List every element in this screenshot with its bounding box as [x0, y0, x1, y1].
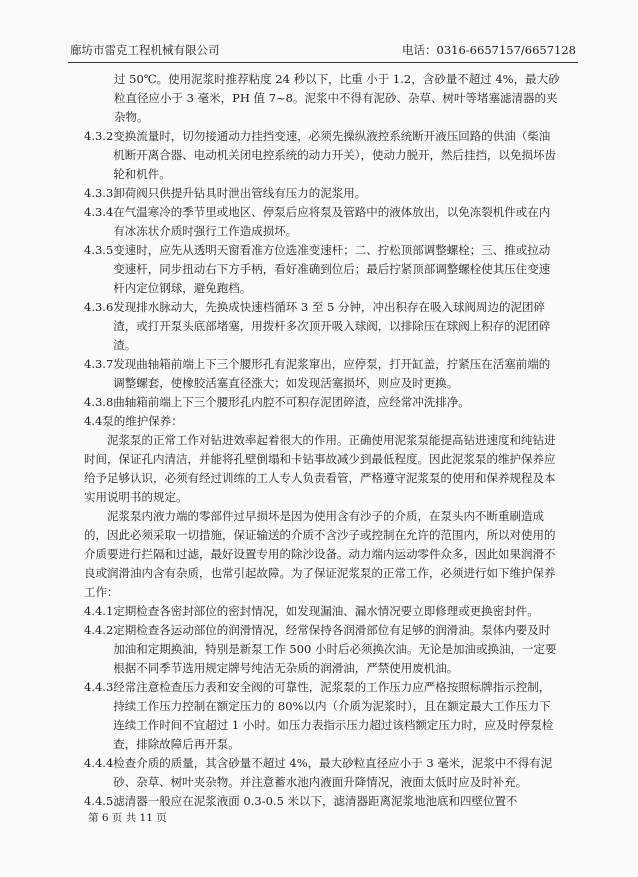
- maintenance-item: [84, 621, 560, 678]
- company-name: 廊坊市雷克工程机械有限公司: [70, 43, 220, 57]
- document-body: [84, 70, 560, 811]
- item-text: 检查介质的质量，其含砂量不超过 4%，最大砂粒直径应小于 3 毫米，泥浆中不得有泥砂、杂草、树叶夹杂物。并注意蓄水池内液面升降情况，液面太低时应及时补充。: [113, 756, 553, 789]
- clause-item: [84, 127, 560, 184]
- item-number: 4.4.2: [84, 623, 114, 637]
- item-text: 变速时，应先从透明天窗看准方位选准变速杆；二、拧松顶部调整螺栓；三、推或拉动变速杆，同步扭动右下方手柄，看好准确到位后；最后拧紧顶部调整螺栓使其压住变速杆内定位钢球，避免跑档。: [113, 243, 551, 295]
- section-4-4-list: [84, 602, 560, 811]
- item-text: 定期检查各密封部位的密封情况，如发现漏油、漏水情况要立即修理或更换密封件。: [113, 604, 539, 618]
- phone-number: 电话：0316-6657157/6657128: [402, 43, 576, 57]
- item-number: 4.3.5: [84, 243, 114, 257]
- section-4-3-list: [84, 127, 560, 431]
- page-header: [68, 38, 578, 63]
- clause-item: [84, 298, 560, 355]
- item-number: 4.3.3: [84, 186, 114, 200]
- item-number: 4.4.1: [84, 604, 114, 618]
- clause-item: [84, 203, 560, 241]
- item-number: 4.3.4: [84, 205, 114, 219]
- clause-item: [84, 412, 560, 431]
- maintenance-item: [84, 602, 560, 621]
- item-number: 4.3.8: [84, 395, 114, 409]
- item-text: 经常注意检查压力表和安全阀的可靠性，泥浆泵的工作压力应严格按照标牌指示控制，持续工作压力控制在额定压力的 80%以内（介质为泥浆时），且在额定最大工作压力下连续工作时间不宜超过 1 小时。如压力表指示压力超过该档额定压力时，应及时停泵检查，排除故障后再开泵。: [113, 680, 554, 751]
- maintenance-item: [84, 754, 560, 792]
- page-number: 第 6 页 共 11 页: [88, 812, 167, 824]
- item-number: 4.4: [84, 414, 103, 428]
- clause-item: [84, 184, 560, 203]
- item-number: 4.4.5: [84, 794, 114, 808]
- clause-item: [84, 393, 560, 412]
- item-number: 4.4.4: [84, 756, 114, 770]
- item-number: 4.3.6: [84, 300, 114, 314]
- item-text: 泵的维护保养：: [102, 414, 183, 428]
- clause-item: [84, 355, 560, 393]
- item-number: 4.4.3: [84, 680, 114, 694]
- item-number: 4.3.2: [84, 129, 114, 143]
- maintenance-item: [84, 792, 560, 811]
- item-text: 变换流量时，切勿接通动力挂挡变速，必须先操纵液控系统断开液压回路的供油（柴油机断开离合器、电动机关闭电控系统的动力开关），使动力脱开，然后挂挡，以免损坏齿轮和机件。: [113, 129, 557, 181]
- maintenance-paragraph-2: 泥浆泵内液力端的零部件过早损坏是因为使用含有沙子的介质，在泵头内不断重刷造成的，因此必须采取一切措施，保证输送的介质不含沙子或控制在允许的范围内，所以对使用的介质要进行拦隔和过滤，最好设置专用的除沙设备。动力端内运动零件众多，因此如果润滑不良或润滑油内含有杂质，也常引起故障。为了保证泥浆泵的正常工作，必须进行如下维护保养工作：: [84, 509, 556, 599]
- item-text: 发现排水脉动大，先换成快速档循环 3 至 5 分钟，冲出积存在吸入球阀周边的泥团碎渣，或打开泵头底部堵塞，用拨杆多次顶开吸入球阀，以排除压在球阀上积存的泥团碎渣。: [113, 300, 551, 352]
- maintenance-paragraph-1: 泥浆泵的正常工作对钻进效率起着很大的作用。正确使用泥浆泵能提高钻进速度和纯钻进时间，保证孔内清洁，并能将孔壁倒塌和卡钻事故减少到最低程度。因此泥浆泵的维护保养应给予足够认识，必须有经过训练的工人专人负责看管，严格遵守泥浆泵的使用和保养规程及本实用说明书的规定。: [84, 433, 556, 504]
- intro-paragraph: 过 50℃。使用泥浆时推荐粘度 24 秒以下，比重 小于 1.2，含砂量不超过 4%，最大砂粒直径应小于 3 毫米，PH 值 7~8。泥浆中不得有泥砂、杂草、树叶等堵塞滤清器的夹杂物。: [114, 72, 560, 124]
- clause-item: [84, 241, 560, 298]
- item-text: 发现曲轴箱前端上下三个腰形孔有泥浆窜出，应停泵，打开缸盖，拧紧压在活塞前端的调整螺套，使橡胶活塞直径涨大；如发现活塞损坏，则应及时更换。: [113, 357, 551, 390]
- item-text: 滤清器一般应在泥浆液面 0.3-0.5 米以下，滤清器距离泥浆地池底和四壁位置不: [113, 794, 518, 808]
- item-text: 在气温寒冷的季节里或地区、停泵后应将泵及管路中的液体放出，以免冻裂机件或在内有冰冻状介质时强行工作造成损坏。: [113, 205, 551, 238]
- item-number: 4.3.7: [84, 357, 114, 371]
- item-text: 卸荷阀只供提升钻具时泄出管线有压力的泥浆用。: [113, 186, 367, 200]
- item-text: 曲轴箱前端上下三个腰形孔内腔不可积存泥团碎渣，应经常冲洗排净。: [113, 395, 470, 409]
- item-text: 定期检查各运动部位的润滑情况，经常保持各润滑部位有足够的润滑油。泵体内要及时加油和定期换油，特别是新泵工作 500 小时后必须换次油。无论是加油或换油，一定要根据不同季节选用规定牌号纯洁无杂质的润滑油，严禁使用废机油。: [113, 623, 557, 675]
- maintenance-item: [84, 678, 560, 754]
